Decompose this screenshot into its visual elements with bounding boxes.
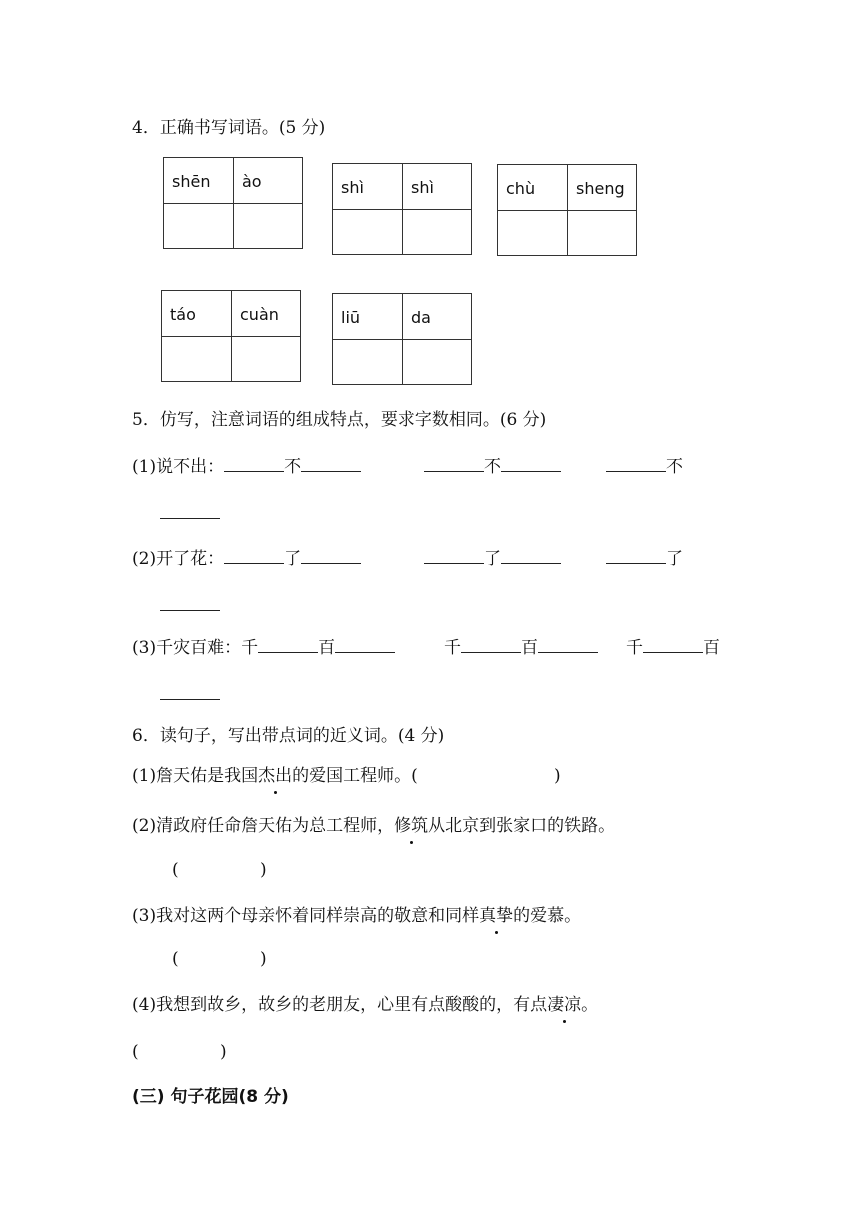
- sentence-text: 。: [581, 995, 599, 1015]
- paren-open: (: [172, 860, 179, 880]
- dotted-word: 凄凉: [547, 995, 582, 1015]
- answer-box[interactable]: [333, 340, 402, 384]
- connector: 千: [444, 638, 461, 658]
- connector: 了: [484, 549, 501, 569]
- pinyin-grid-1: [163, 157, 303, 249]
- connector: 了: [666, 549, 683, 569]
- q5-item-3d: [160, 681, 220, 707]
- answer-box[interactable]: [333, 210, 402, 254]
- pinyin: shì: [341, 178, 364, 197]
- blank[interactable]: [643, 634, 703, 653]
- q5-item-1d: [160, 500, 220, 526]
- connector: 千: [241, 638, 259, 658]
- pinyin-grid-5: [332, 293, 472, 385]
- connector: 千: [626, 638, 643, 658]
- pinyin: chù: [506, 179, 536, 198]
- pinyin-grid-2: [332, 163, 472, 255]
- section-3-title: (三) 句子花园(8 分): [132, 1087, 289, 1107]
- q5-item-3c: [626, 634, 720, 660]
- blank[interactable]: [301, 545, 361, 564]
- sentence-text: (2)清政府任命詹天佑为总工程师，: [132, 816, 395, 836]
- q5-item-2c: [606, 545, 683, 571]
- pinyin-grid-3: [497, 164, 637, 256]
- answer-box[interactable]: [234, 204, 302, 248]
- blank[interactable]: [424, 453, 484, 472]
- paren-close: ): [260, 860, 267, 880]
- sentence-text: 的爱国工程师。(: [292, 766, 418, 786]
- dotted-word: 杰出: [258, 766, 293, 786]
- paren-close: ): [554, 766, 561, 786]
- q5-title: 5．仿写，注意词语的组成特点，要求字数相同。(6 分): [132, 410, 547, 430]
- q6-sentence-4: [132, 993, 598, 1017]
- answer-box[interactable]: [232, 337, 300, 381]
- blank[interactable]: [224, 545, 284, 564]
- item-label: (2)开了花：: [132, 549, 225, 569]
- q5-item-2: [132, 545, 361, 571]
- dotted-word: 修筑: [394, 816, 429, 836]
- paren-close: ): [260, 949, 267, 969]
- answer-box[interactable]: [403, 340, 471, 384]
- answer-slot[interactable]: [475, 768, 545, 788]
- q5-item-3b: [444, 634, 598, 660]
- item-label: (1)说不出：: [132, 457, 225, 477]
- blank[interactable]: [424, 545, 484, 564]
- q5-item-3: [132, 634, 395, 660]
- pinyin: liū: [341, 308, 361, 327]
- paren-close: ): [220, 1042, 227, 1062]
- answer-slot[interactable]: [145, 1042, 215, 1062]
- paren-open: (: [172, 949, 179, 969]
- answer-slot[interactable]: [185, 949, 255, 969]
- connector: 百: [521, 638, 538, 658]
- answer-box[interactable]: [164, 204, 233, 248]
- connector: 百: [318, 638, 336, 658]
- sentence-text: 从北京到张家口的铁路。: [428, 816, 616, 836]
- pinyin: cuàn: [240, 305, 279, 324]
- pinyin-grid-4: [161, 290, 301, 382]
- sentence-text: 的爱慕。: [513, 906, 582, 926]
- connector: 不: [284, 457, 302, 477]
- item-label: (3)千灾百难：: [132, 638, 242, 658]
- paren-open: (: [132, 1042, 139, 1062]
- blank[interactable]: [538, 634, 598, 653]
- connector: 不: [484, 457, 501, 477]
- pinyin: da: [411, 308, 431, 327]
- q4-title: 4．正确书写词语。(5 分): [132, 118, 326, 138]
- q6-title: 6．读句子，写出带点词的近义词。(4 分): [132, 726, 445, 746]
- sentence-text: (1)詹天佑是我国: [132, 766, 259, 786]
- pinyin: shì: [411, 178, 434, 197]
- q6-sentence-2: [132, 814, 615, 838]
- q5-item-1b: [424, 453, 561, 479]
- sentence-text: (3)我对这两个母亲怀着同样崇高的敬意和同样: [132, 906, 480, 926]
- blank[interactable]: [160, 500, 220, 519]
- dotted-word: 真挚: [479, 906, 514, 926]
- blank[interactable]: [501, 453, 561, 472]
- answer-box[interactable]: [403, 210, 471, 254]
- blank[interactable]: [501, 545, 561, 564]
- answer-box[interactable]: [162, 337, 231, 381]
- blank[interactable]: [258, 634, 318, 653]
- blank[interactable]: [461, 634, 521, 653]
- blank[interactable]: [606, 545, 666, 564]
- q5-item-1: [132, 453, 361, 479]
- blank[interactable]: [301, 453, 361, 472]
- sentence-text: (4)我想到故乡，故乡的老朋友，心里有点酸酸的，有点: [132, 995, 548, 1015]
- q5-item-2d: [160, 592, 220, 618]
- q6-sentence-3: [132, 904, 581, 928]
- connector: 了: [284, 549, 302, 569]
- blank[interactable]: [606, 453, 666, 472]
- q6-sentence-1: [132, 764, 418, 788]
- pinyin: shēn: [172, 172, 211, 191]
- q5-item-2b: [424, 545, 561, 571]
- blank[interactable]: [335, 634, 395, 653]
- blank[interactable]: [160, 592, 220, 611]
- pinyin: ào: [242, 172, 262, 191]
- connector: 百: [703, 638, 720, 658]
- pinyin: táo: [170, 305, 196, 324]
- answer-box[interactable]: [568, 211, 636, 255]
- blank[interactable]: [224, 453, 284, 472]
- q5-item-1c: [606, 453, 683, 479]
- pinyin: sheng: [576, 179, 625, 198]
- connector: 不: [666, 457, 683, 477]
- answer-slot[interactable]: [185, 860, 255, 880]
- answer-box[interactable]: [498, 211, 567, 255]
- blank[interactable]: [160, 681, 220, 700]
